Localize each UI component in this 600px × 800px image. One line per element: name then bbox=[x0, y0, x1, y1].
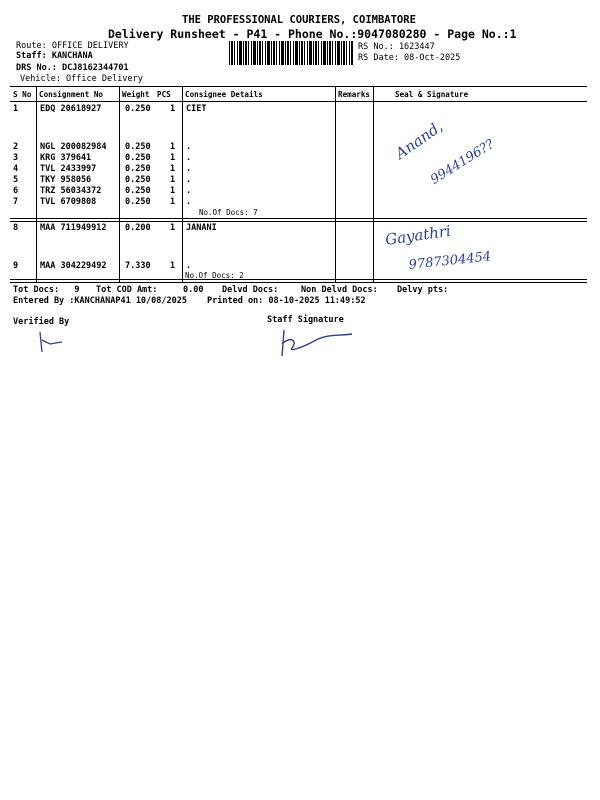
cell-sno: 1 bbox=[13, 104, 19, 114]
staff-signature-label: Staff Signature bbox=[267, 315, 344, 325]
cell-weight: 0.250 bbox=[125, 164, 151, 174]
cell-consignee: . bbox=[186, 164, 192, 174]
handwritten-receiver-2: Gayathri bbox=[384, 221, 452, 249]
company-title: THE PROFESSIONAL COURIERS, COIMBATORE bbox=[182, 14, 416, 26]
cell-consignment: TRZ 56034372 bbox=[40, 186, 102, 196]
cell-consignee: . bbox=[186, 261, 192, 271]
cell-pcs: 1 bbox=[170, 142, 176, 152]
cell-consignment: NGL 200082984 bbox=[40, 142, 107, 152]
cell-consignee: . bbox=[186, 153, 192, 163]
printed-on: Printed on: 08-10-2025 11:49:52 bbox=[207, 296, 366, 306]
cell-consignee: JANANI bbox=[186, 223, 217, 233]
cell-sno: 2 bbox=[13, 142, 19, 152]
cell-pcs: 1 bbox=[170, 164, 176, 174]
handwritten-phone-1: 9944196?? bbox=[428, 136, 497, 188]
cell-consignment: TVL 6709808 bbox=[40, 197, 97, 207]
cell-weight: 0.250 bbox=[125, 175, 151, 185]
group-doc-count: No.Of Docs: 2 bbox=[185, 271, 244, 280]
cell-consignment: EDQ 20618927 bbox=[40, 104, 102, 114]
cell-weight: 0.250 bbox=[125, 142, 151, 152]
cell-pcs: 1 bbox=[170, 153, 176, 163]
delivered-docs: Delvd Docs: bbox=[222, 285, 279, 295]
staff-info: Staff: KANCHANA bbox=[16, 51, 93, 61]
cell-sno: 4 bbox=[13, 164, 19, 174]
cell-consignee: . bbox=[186, 186, 192, 196]
non-delivered-docs: Non Delvd Docs: bbox=[301, 285, 378, 295]
cell-pcs: 1 bbox=[170, 104, 176, 114]
cell-weight: 0.250 bbox=[125, 104, 151, 114]
drs-number: DRS No.: DCJ8162344701 bbox=[16, 63, 129, 73]
group-doc-count: No.Of Docs: 7 bbox=[199, 208, 258, 217]
col-header-consignee: Consignee Details bbox=[185, 90, 263, 99]
cell-sno: 3 bbox=[13, 153, 19, 163]
cell-sno: 5 bbox=[13, 175, 19, 185]
delivery-points: Delvy pts: bbox=[397, 285, 449, 295]
total-cod-amount: Tot COD Amt: 0.00 bbox=[96, 285, 204, 295]
runsheet-title: Delivery Runsheet - P41 - Phone No.:9047080280 - Page No.:1 bbox=[108, 27, 517, 41]
cell-sno: 6 bbox=[13, 186, 19, 196]
cell-consignment: KRG 379641 bbox=[40, 153, 92, 163]
rs-date: RS Date: 08-Oct-2025 bbox=[358, 53, 461, 63]
handwritten-receiver-1: Anand, bbox=[392, 117, 447, 163]
col-header-seal: Seal & Signature bbox=[395, 90, 469, 99]
col-header-weight: Weight bbox=[122, 90, 150, 99]
col-header-remarks: Remarks bbox=[338, 90, 371, 99]
cell-consignment: TKY 958056 bbox=[40, 175, 92, 185]
verified-signature-mark bbox=[36, 330, 96, 360]
handwritten-phone-2: 9787304454 bbox=[408, 249, 492, 273]
cell-pcs: 1 bbox=[170, 261, 176, 271]
route-info: Route: OFFICE DELIVERY bbox=[16, 41, 129, 51]
cell-sno: 8 bbox=[13, 223, 19, 233]
cell-pcs: 1 bbox=[170, 223, 176, 233]
cell-weight: 0.250 bbox=[125, 186, 151, 196]
cell-consignment: TVL 2433997 bbox=[40, 164, 97, 174]
col-header-sno: S No bbox=[13, 90, 32, 99]
staff-signature-mark bbox=[276, 322, 366, 362]
cell-weight: 7.330 bbox=[125, 261, 151, 271]
col-header-pcs: PCS bbox=[157, 90, 171, 99]
cell-consignee: . bbox=[186, 175, 192, 185]
cell-weight: 0.200 bbox=[125, 223, 151, 233]
cell-pcs: 1 bbox=[170, 186, 176, 196]
entered-by: Entered By :KANCHANAP41 10/08/2025 bbox=[13, 296, 187, 306]
cell-pcs: 1 bbox=[170, 197, 176, 207]
cell-sno: 9 bbox=[13, 261, 19, 271]
rs-number: RS No.: 1623447 bbox=[358, 42, 435, 52]
barcode bbox=[229, 41, 353, 65]
total-docs: Tot Docs: 9 bbox=[13, 285, 80, 295]
vehicle-info: Vehicle: Office Delivery bbox=[20, 74, 143, 84]
cell-weight: 0.250 bbox=[125, 153, 151, 163]
verified-by-label: Verified By bbox=[13, 317, 70, 327]
cell-consignee: . bbox=[186, 197, 192, 207]
cell-consignment: MAA 711949912 bbox=[40, 223, 107, 233]
cell-sno: 7 bbox=[13, 197, 19, 207]
cell-consignee: . bbox=[186, 142, 192, 152]
cell-consignee: CIET bbox=[186, 104, 207, 114]
col-header-consignment: Consignment No bbox=[39, 90, 104, 99]
cell-weight: 0.250 bbox=[125, 197, 151, 207]
cell-pcs: 1 bbox=[170, 175, 176, 185]
cell-consignment: MAA 304229492 bbox=[40, 261, 107, 271]
